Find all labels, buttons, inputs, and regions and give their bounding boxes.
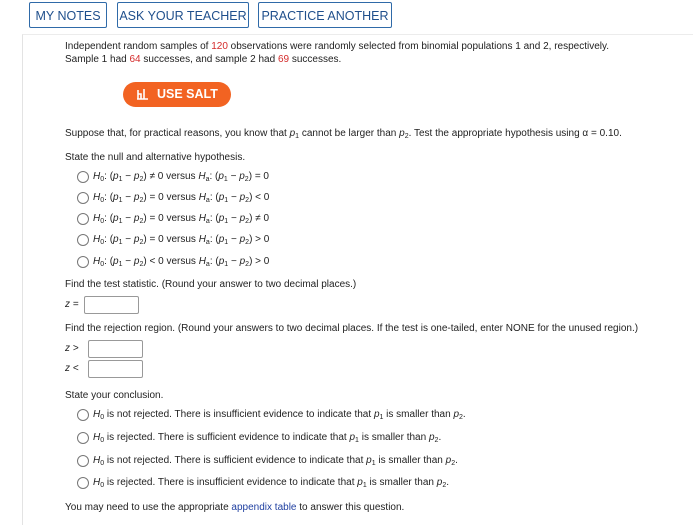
- problem-line-1: Independent random samples of 120 observations were randomly selected from binomial populations 1 and 2, respectively.: [65, 41, 610, 52]
- conclusion-option-1: $H_0$ is not rejected. There is insufficient evidence to indicate that $p_1$ is smaller than $p_2$.: [93, 409, 466, 421]
- conclusion-prompt: State your conclusion.: [65, 390, 164, 401]
- z-upper-label: z >: [65, 343, 79, 354]
- my-notes-button[interactable]: MY NOTES: [29, 2, 107, 28]
- hypothesis-prompt: State the null and alternative hypothesis.: [65, 152, 246, 163]
- hypothesis-radio-2[interactable]: [77, 192, 89, 204]
- question-text: Suppose that, for practical reasons, you know that $p_1$ cannot be larger than $p_2$. Test the appropriate hypothesis using α = 0.10.: [65, 128, 622, 140]
- conclusion-radio-3[interactable]: [77, 455, 89, 467]
- test-statistic-input[interactable]: [84, 296, 139, 314]
- conclusion-option-4: $H_0$ is rejected. There is insufficient evidence to indicate that $p_1$ is smaller than $p_2$.: [93, 477, 449, 489]
- hypothesis-option-5: $H_0$: $(p_1 - p_2) < 0$ versus $H_a$: $(p_1 - p_2) > 0$: [93, 256, 270, 268]
- hypothesis-radio-3[interactable]: [77, 213, 89, 225]
- problem-line-2: Sample 1 had 64 successes, and sample 2 had 69 successes.: [65, 54, 342, 65]
- test-statistic-prompt: Find the test statistic. (Round your answer to two decimal places.): [65, 279, 357, 290]
- hypothesis-radio-5[interactable]: [77, 256, 89, 268]
- sample-size: 120: [211, 41, 228, 52]
- use-salt-button[interactable]: [123, 82, 231, 107]
- rejection-upper-input[interactable]: [88, 340, 143, 358]
- ask-teacher-button[interactable]: ASK YOUR TEACHER: [117, 2, 249, 28]
- practice-another-button[interactable]: PRACTICE ANOTHER: [258, 2, 392, 28]
- footer-note: You may need to use the appropriate appendix table to answer this question.: [65, 502, 405, 513]
- sample1-successes: 64: [129, 54, 141, 65]
- sample2-successes: 69: [277, 54, 290, 65]
- use-salt-label: USE SALT: [157, 87, 218, 101]
- salt-icon: [136, 88, 149, 100]
- rejection-prompt: Find the rejection region. (Round your answers to two decimal places. If the test is one-tailed, enter NONE for the unused region.): [65, 323, 639, 334]
- conclusion-radio-1[interactable]: [77, 409, 89, 421]
- hypothesis-radio-4[interactable]: [77, 234, 89, 246]
- hypothesis-option-1: $H_0$: $(p_1 - p_2) \ne 0$ versus $H_a$: $(p_1 - p_2) = 0$: [93, 171, 269, 183]
- z-lower-label: z <: [65, 363, 79, 374]
- hypothesis-option-3: $H_0$: $(p_1 - p_2) = 0$ versus $H_a$: $(p_1 - p_2) \ne 0$: [93, 213, 269, 225]
- conclusion-option-3: $H_0$ is not rejected. There is sufficient evidence to indicate that $p_1$ is smaller than $p_2$.: [93, 455, 458, 467]
- conclusion-radio-4[interactable]: [77, 477, 89, 489]
- rejection-lower-input[interactable]: [88, 360, 143, 378]
- toolbar: [0, 0, 700, 34]
- conclusion-radio-2[interactable]: [77, 432, 89, 444]
- hypothesis-radio-1[interactable]: [77, 171, 89, 183]
- hypothesis-option-4: $H_0$: $(p_1 - p_2) = 0$ versus $H_a$: $(p_1 - p_2) > 0$: [93, 234, 270, 246]
- z-label: z =: [65, 299, 79, 310]
- appendix-table-link[interactable]: appendix table: [231, 502, 297, 513]
- hypothesis-option-2: $H_0$: $(p_1 - p_2) = 0$ versus $H_a$: $(p_1 - p_2) < 0$: [93, 192, 270, 204]
- conclusion-option-2: $H_0$ is rejected. There is sufficient evidence to indicate that $p_1$ is smaller than $p_2$.: [93, 432, 442, 444]
